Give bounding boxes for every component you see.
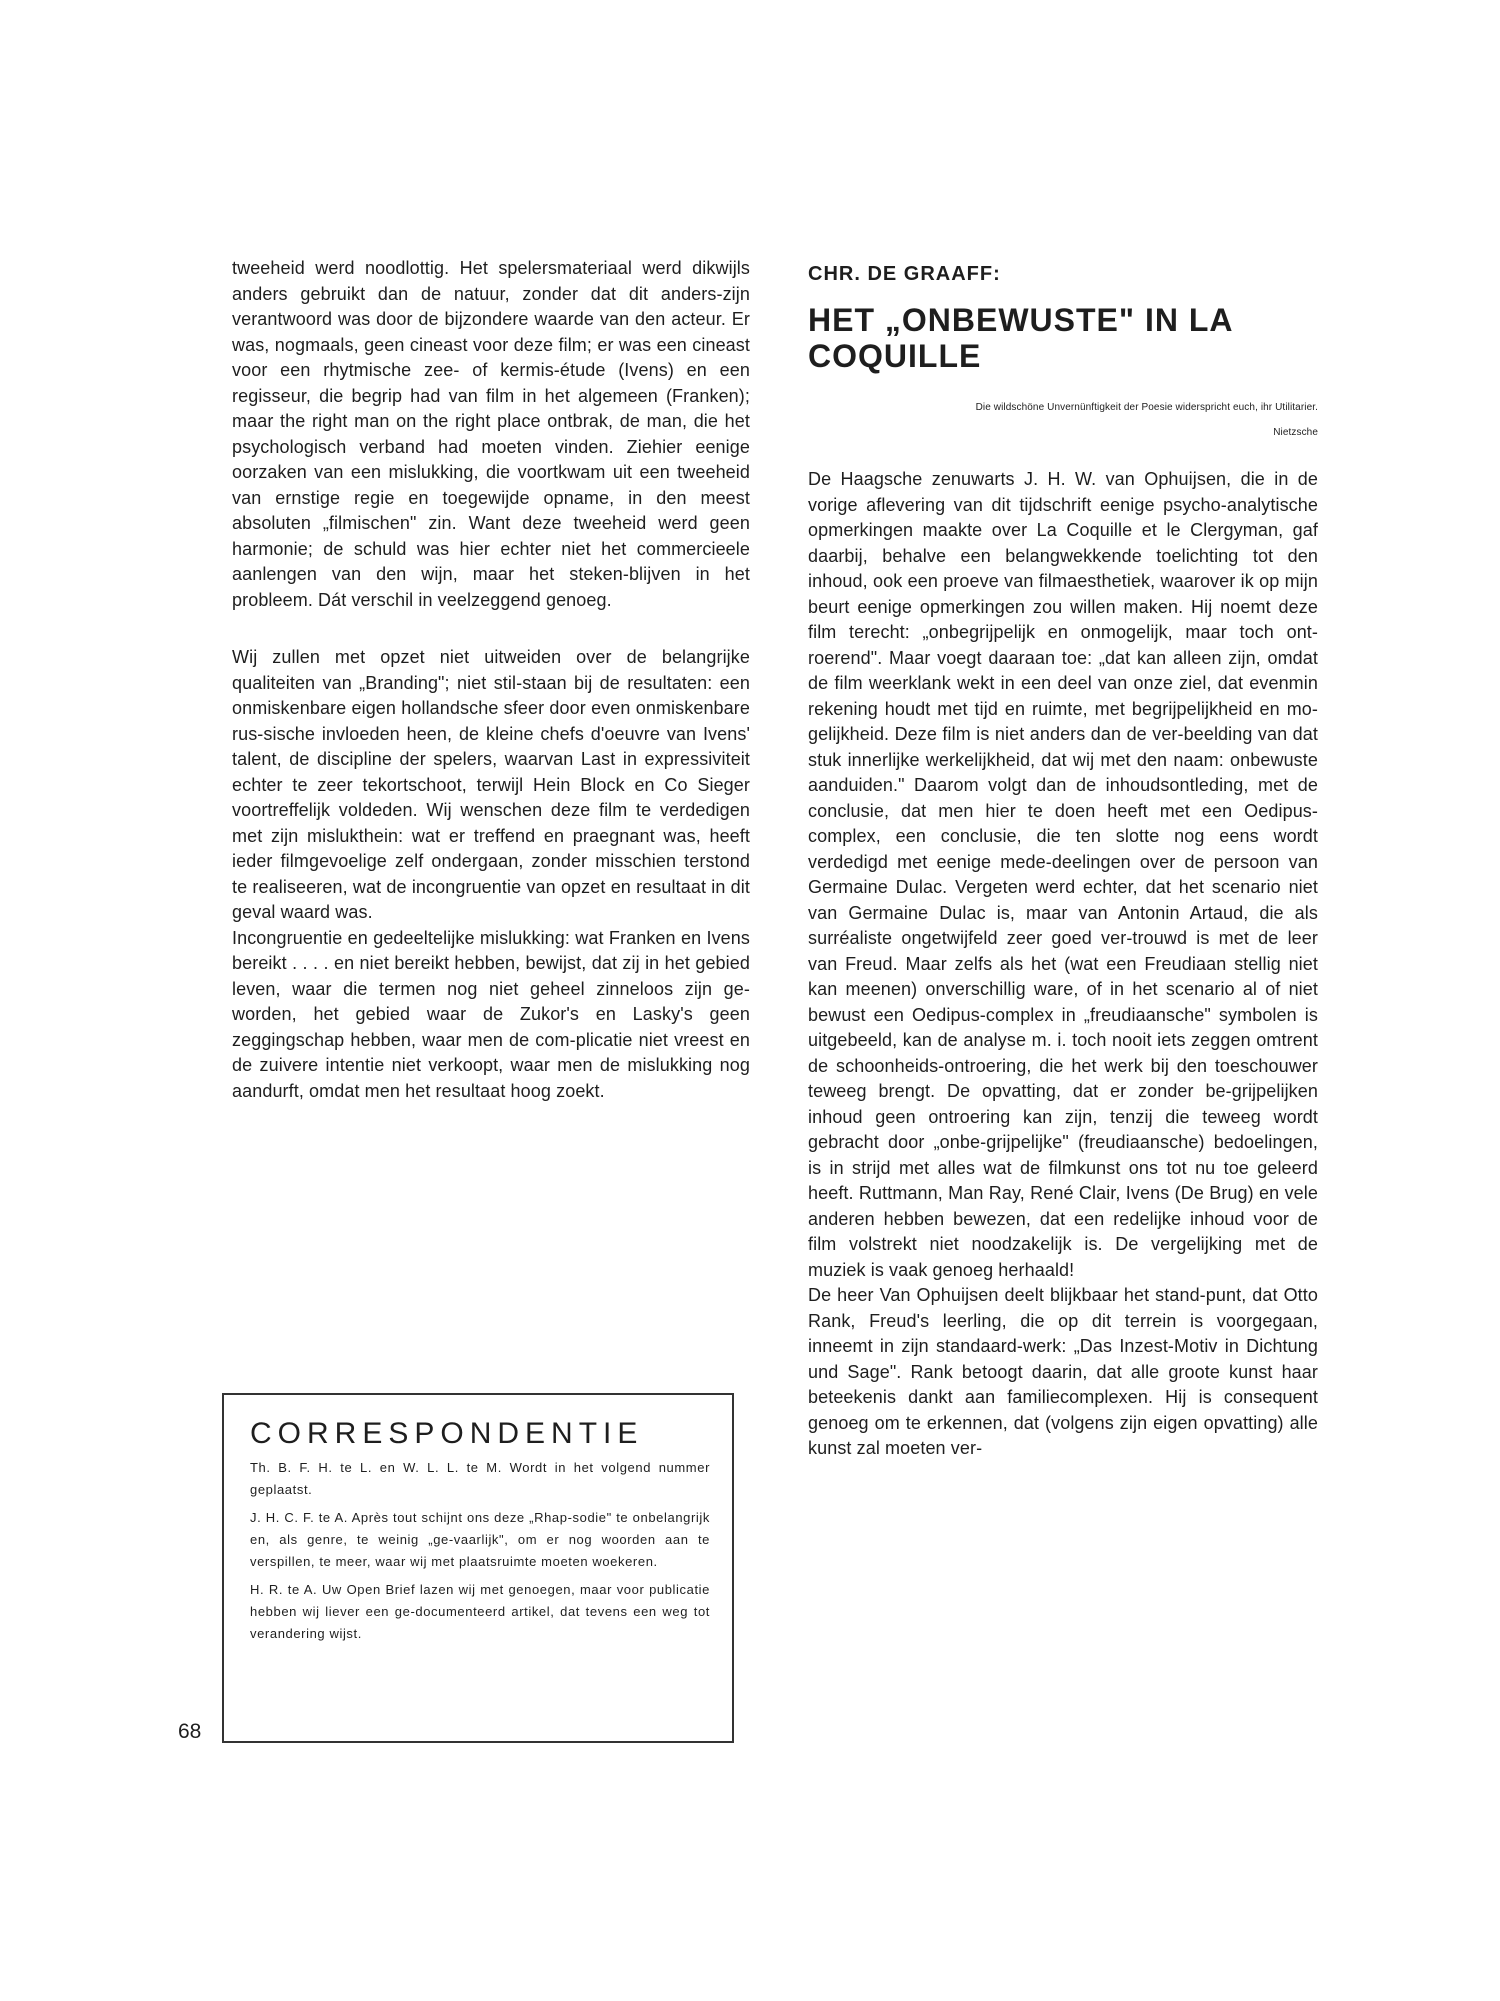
correspondence-box: [222, 1393, 734, 1743]
epigraph-attribution: Nietzsche: [1273, 426, 1318, 438]
article-byline: CHR. DE GRAAFF:: [808, 263, 1001, 285]
left-paragraph-1: tweeheid werd noodlottig. Het spelersmateriaal werd dikwijls anders gebruikt dan de natuur, zonder dat dit anders-zijn verantwoord was door de bijzondere waarde van den acteur. Er was, nogmaals, geen cineast voor deze film; er was een cineast voor een rhytmische zee- of kermis-étude (Ivens) en een regisseur, die begrip had van film in het algemeen (Franken); maar the right man on the right place ontbrak, de man, die het psychologisch verband had moeten vinden. Ziehier eenige oorzaken van een mislukking, die voortkwam uit een tweeheid van ernstige regie en toegewijde opname, in den meest absoluten „filmischen" zin. Want deze tweeheid werd geen harmonie; de schuld was hier echter niet het commercieele aanlengen van den wijn, maar het steken-blijven in het probleem. Dát verschil in veelzeggend genoeg.: [232, 258, 750, 610]
epigraph: Die wildschöne Unvernünftigkeit der Poesie widerspricht euch, ihr Utilitarier.: [975, 401, 1318, 413]
left-paragraph-3: Incongruentie en gedeeltelijke mislukking: wat Franken en Ivens bereikt . . . . en niet bereikt hebben, bewijst, dat zij in het gebied leven, waar die termen nog niet geheel zinneloos zijn ge-worden, het gebied waar de Zukor's en Lasky's geen zeggingschap hebben, waar men de com-plicatie niet vreest en de zuivere intentie niet verkoopt, waar men de mislukking nog aandurft, omdat men het resultaat hoog zoekt.: [232, 927, 750, 1101]
right-paragraph-1: De Haagsche zenuwarts J. H. W. van Ophuijsen, die in de vorige aflevering van dit tijdschrift eenige psycho-analytische opmerkingen maakte over La Coquille et le Clergyman, gaf daarbij, behalve een belangwekkende toelichting tot den inhoud, ook een proeve van filmaesthetiek, waarover ik op mijn beurt eenige opmerkingen zou willen maken. Hij noemt deze film terecht: „onbegrijpelijk en onmogelijk, maar toch ont-roerend". Maar voegt daaraan toe: „dat kan alleen zijn, omdat de film weerklank wekt in een deel van onze ziel, dat evenmin rekening houdt met tijd en ruimte, met begrijpelijkheid en mo-gelijkheid. Deze film is niet anders dan de ver-beelding van dat stuk innerlijke werkelijkheid, dat wij met den naam: onbewuste aanduiden." Daarom volgt dan de inhoudsontleding, met de conclusie, dat men hier te doen heeft met een Oedipus-complex, een conclusie, die ten slotte nog eens wordt verdedigd met eenige mede-deelingen over de persoon van Germaine Dulac. Vergeten werd echter, dat het scenario niet van Germaine Dulac is, maar van Antonin Artaud, die als surréaliste ongetwijfeld zeer goed ver-trouwd is met de leer van Freud. Maar zelfs als het (wat een Freudiaan stellig niet kan meenen) onverschillig ware, of in het scenario al of niet bewust een Oedipus-complex in „freudiaansche" symbolen is uitgebeeld, kan de analyse m. i. toch nooit iets zeggen omtrent de schoonheids-ontroering, die het werk bij den toeschouwer teweeg brengt. De opvatting, dat er zonder be-grijpelijken inhoud geen ontroering kan zijn, tenzij die teweeg wordt gebracht door „onbe-grijpelijke" (freudiaansche) bedoelingen, is in strijd met alles wat de filmkunst ons tot nu toe geleerd heeft. Ruttmann, Man Ray, René Clair, Ivens (De Brug) en vele anderen hebben bewezen, dat een redelijke inhoud voor de film volstrekt niet noodzakelijk is. De vergelijking met de muziek is vaak genoeg herhaald!: [808, 469, 1318, 1280]
left-column: [232, 256, 750, 1104]
right-paragraph-2: De heer Van Ophuijsen deelt blijkbaar het stand-punt, dat Otto Rank, Freud's leerling, die op dit terrein is voorgegaan, inneemt in zijn standaard-werk: „Das Inzest-Motiv in Dichtung und Sage". Rank betoogt daarin, dat alle groote kunst haar beteekenis dankt aan familiecomplexen. Hij is consequent genoeg om te erkennen, dat (volgens zijn eigen opvatting) alle kunst zal moeten ver-: [808, 1285, 1318, 1458]
correspondence-title: CORRESPONDENTIE: [250, 1417, 644, 1450]
paragraph-gap: [232, 613, 750, 645]
page-number: 68: [178, 1720, 202, 1743]
correspondence-entry: H. R. te A. Uw Open Brief lazen wij met genoegen, maar voor publicatie hebben wij liever een ge-documenteerd artikel, dat tevens een weg tot verandering wijst.: [250, 1582, 710, 1641]
left-paragraph-2: Wij zullen met opzet niet uitweiden over de belangrijke qualiteiten van „Branding"; niet stil-staan bij de resultaten: een onmiskenbare eigen hollandsche sfeer door even onmiskenbare rus-sische invloeden heen, de kleine chefs d'oeuvre van Ivens' talent, de discipline der spelers, waarvan Last in expressiviteit echter te zeer tekortschoot, terwijl Hein Block en Co Sieger voortreffelijk voldeden. Wij wenschen deze film te verdedigen met zijn mislukthein: wat er treffend en praegnant was, heeft ieder filmgevoelige zelf ondergaan, zonder misschien terstond te realiseeren, wat de incongruentie van opzet en resultaat in dit geval waard was.: [232, 647, 750, 922]
correspondence-entry: J. H. C. F. te A. Après tout schijnt ons deze „Rhap-sodie" te onbelangrijk en, als genre, te weinig „ge-vaarlijk", om er nog woorden aan te verspillen, te meer, waar wij met plaatsruimte moeten woekeren.: [250, 1510, 710, 1569]
article-title: HET „ONBEWUSTE" IN LA COQUILLE: [808, 301, 1233, 374]
right-column: [808, 262, 1318, 1462]
correspondence-entry: Th. B. F. H. te L. en W. L. L. te M. Wordt in het volgend nummer geplaatst.: [250, 1460, 710, 1497]
